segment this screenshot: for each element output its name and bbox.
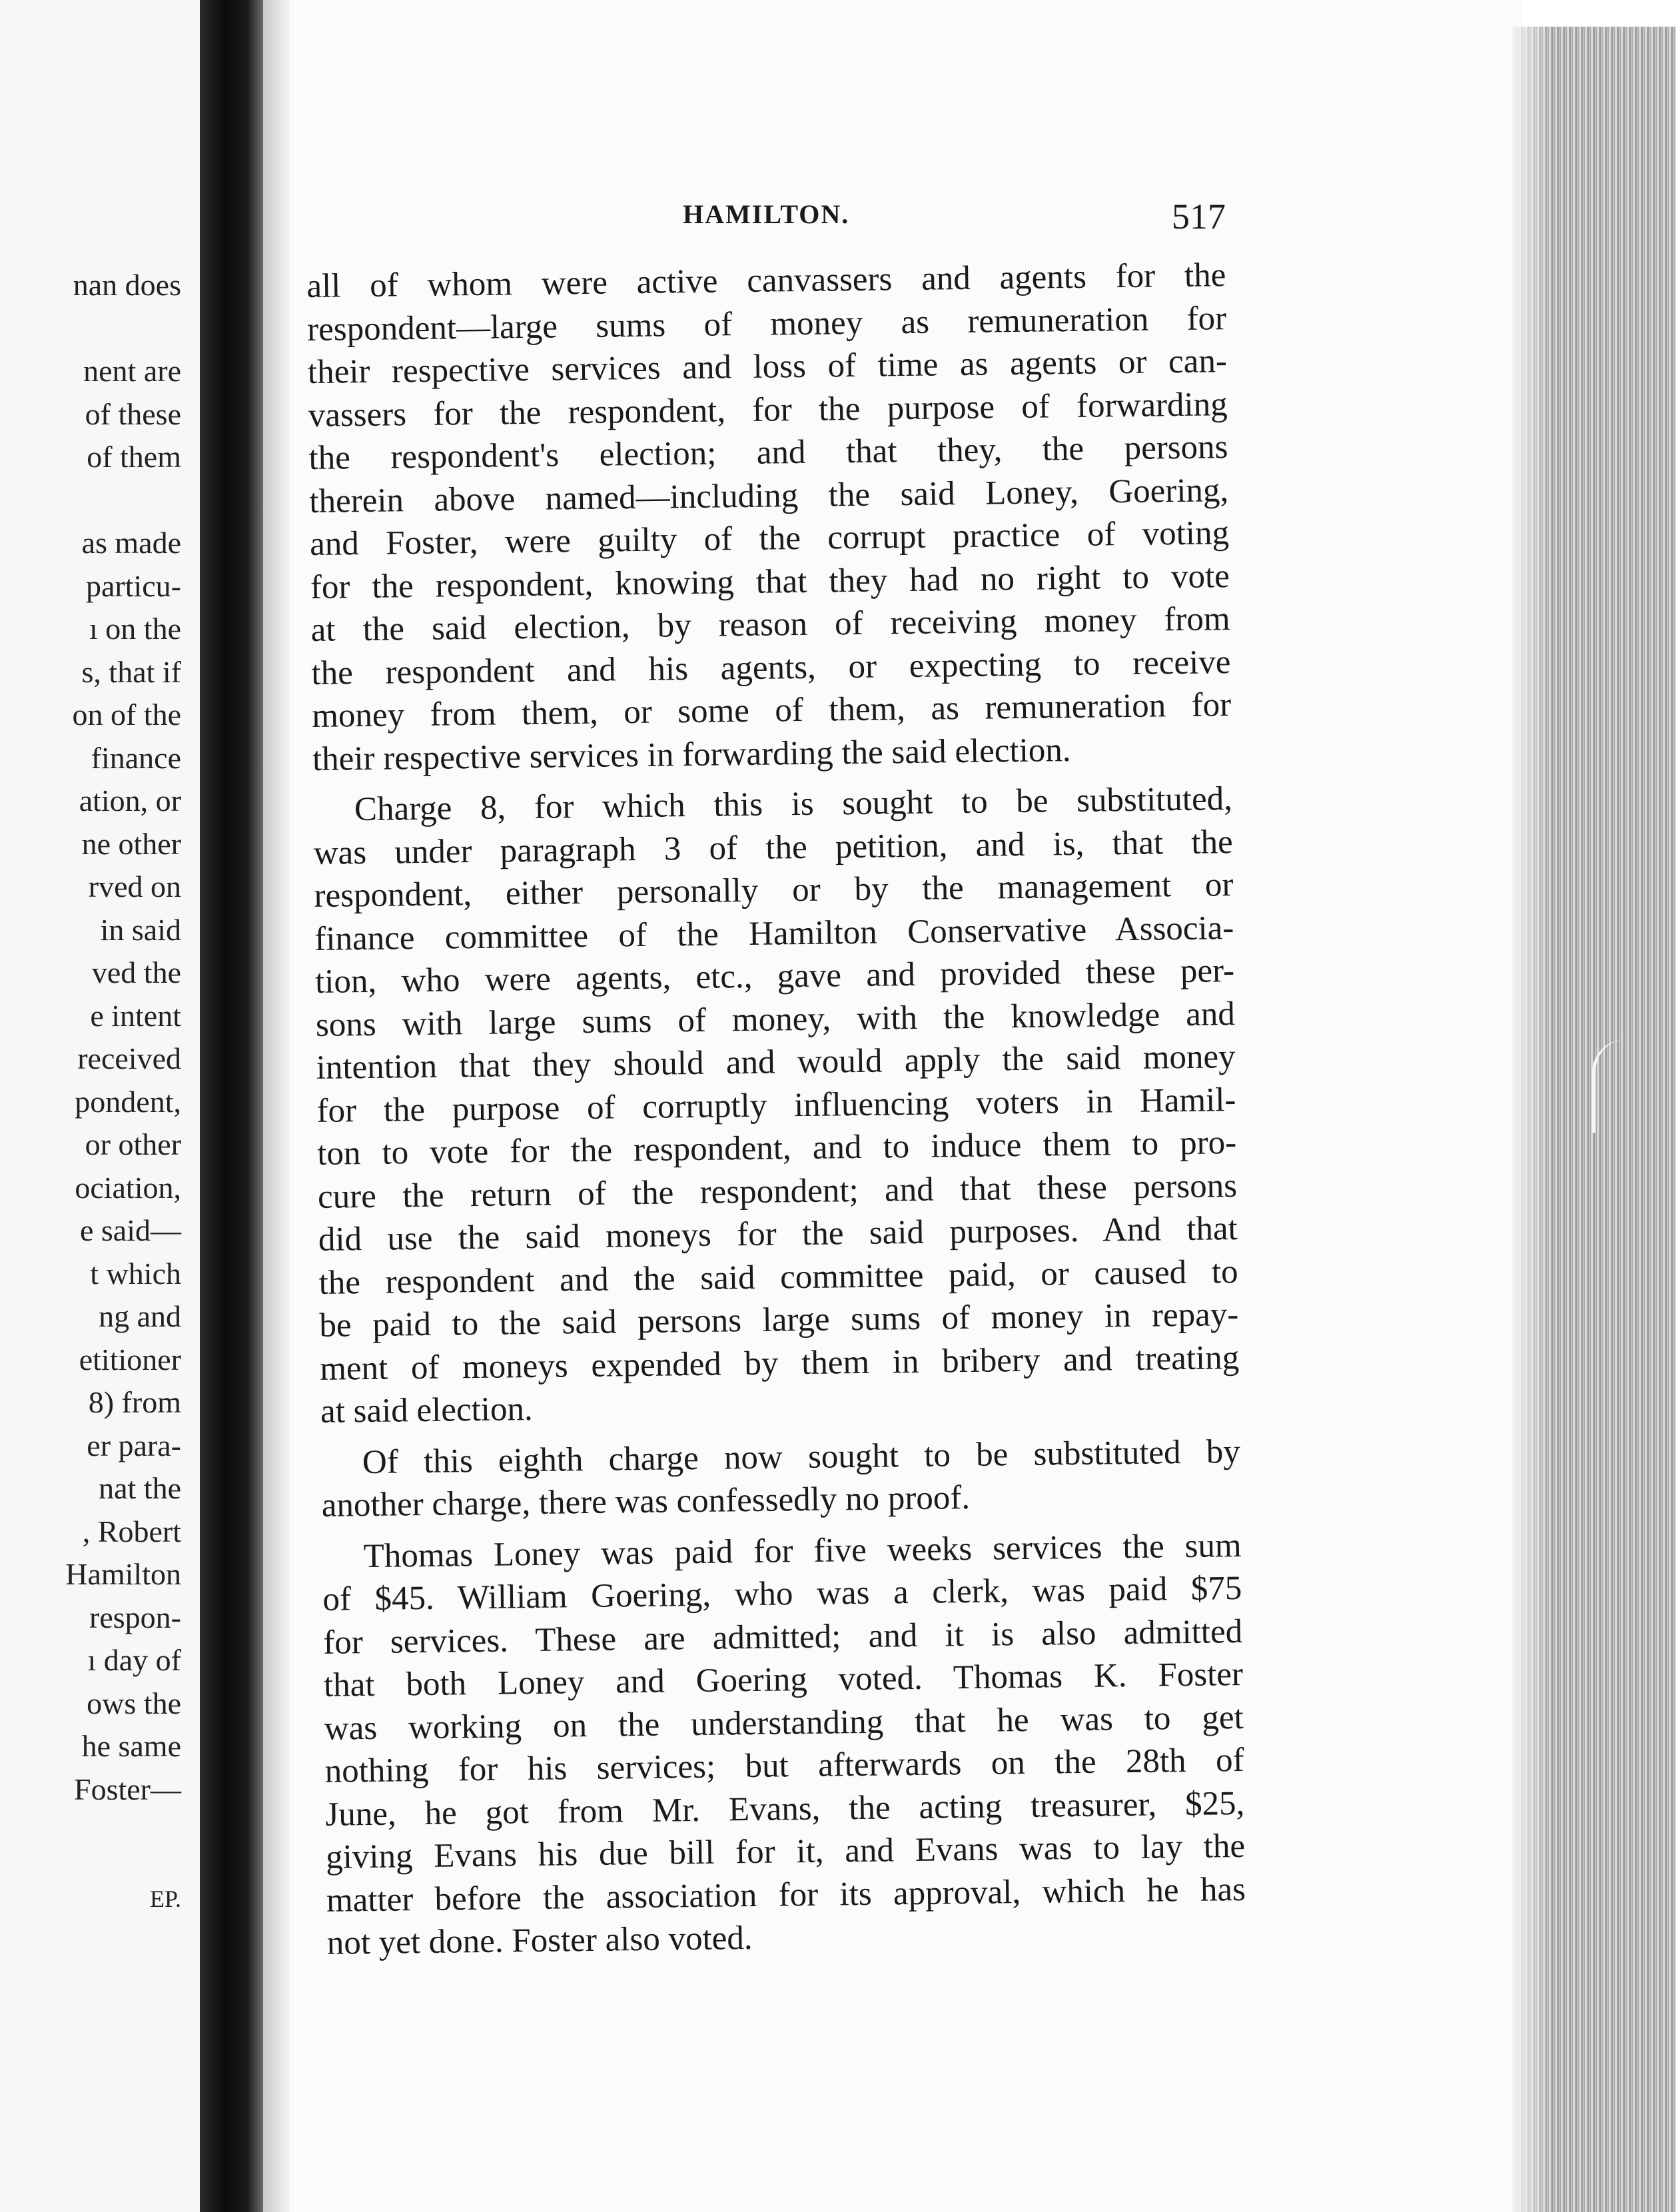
text-line: June, he got from Mr. Evans, the acting treasurer, $25, — [325, 1784, 1245, 1834]
left-page — [0, 0, 200, 2212]
paragraph — [313, 778, 1240, 1433]
left-page-line: e intent — [90, 998, 181, 1033]
left-page-line: rved on — [88, 869, 181, 903]
left-page-line: 8) from — [88, 1385, 181, 1419]
book-gutter — [200, 0, 263, 2212]
left-page-line: as made — [81, 526, 181, 560]
text-line: intention that they should and would apply the said money — [316, 1038, 1236, 1087]
left-page-line: ne other — [81, 826, 181, 861]
text-line: at said election. — [320, 1390, 533, 1430]
text-line: for the purpose of corruptly influencing voters in Hamil- — [316, 1081, 1236, 1130]
left-page-line: ved the — [91, 955, 181, 989]
text-line: sons with large sums of money, with the knowledge and — [315, 995, 1236, 1044]
running-head: HAMILTON. — [683, 199, 850, 229]
text-line: tion, who were agents, etc., gave and provided these per- — [314, 952, 1235, 1001]
text-line: Thomas Loney was paid for five weeks services the sum — [363, 1526, 1242, 1575]
page-header — [306, 199, 1226, 239]
left-page-line: particu- — [85, 568, 181, 603]
text-line: their respective services in forwarding the said election. — [312, 731, 1071, 778]
left-page-line: er para- — [87, 1428, 181, 1462]
text-line: nothing for his services; but afterwards on the 28th of — [324, 1741, 1244, 1790]
text-line: was under paragraph 3 of the petition, and is, that the — [313, 823, 1234, 872]
text-line: their respective services and loss of time as agents or can- — [307, 342, 1228, 391]
left-page-line: ociation, — [75, 1170, 181, 1205]
text-line: finance committee of the Hamilton Conservative Associa- — [314, 909, 1234, 958]
text-line: be paid to the said persons large sums of money in repay- — [319, 1296, 1239, 1345]
text-line: at the said election, by reason of receiving money from — [310, 600, 1230, 649]
text-line: for services. These are admitted; and it is also admitted — [322, 1612, 1243, 1662]
left-page-line: etitioner — [79, 1342, 181, 1377]
left-page-line: ng and — [99, 1299, 181, 1333]
text-line: not yet done. Foster also voted. — [326, 1920, 753, 1962]
left-page-line: received — [77, 1041, 181, 1075]
left-page-line: of them — [87, 440, 181, 474]
text-line: the respondent and the said committee paid, or caused to — [318, 1253, 1238, 1302]
text-line: the respondent and his agents, or expecting to receive — [311, 643, 1231, 692]
left-page-line: or other — [85, 1127, 181, 1161]
left-page-line: finance — [91, 740, 181, 775]
left-page-line: respon- — [89, 1600, 181, 1634]
body-text — [306, 254, 1246, 1973]
text-line: therein above named—including the said Loney, Goering, — [308, 471, 1229, 520]
left-page-line: on of the — [72, 698, 181, 732]
text-line: the respondent's election; and that they, the persons — [308, 428, 1228, 477]
left-page-line: Foster— — [74, 1772, 181, 1806]
left-page-line: ı on the — [89, 612, 181, 646]
text-line: and Foster, were guilty of the corrupt practice of voting — [309, 514, 1230, 563]
text-line: ton to vote for the respondent, and to induce them to pro- — [316, 1124, 1237, 1173]
left-page-line: EP. — [149, 1885, 181, 1912]
text-line: was working on the understanding that he was to get — [324, 1698, 1244, 1748]
text-line: another charge, there was confessedly no proof. — [321, 1478, 971, 1524]
text-line: for the respondent, knowing that they had no right to vote — [310, 557, 1230, 606]
text-line: Of this eighth charge now sought to be substituted by — [362, 1432, 1241, 1481]
left-page-line: ows the — [87, 1686, 181, 1720]
left-page-line: t which — [90, 1256, 181, 1291]
text-line: Charge 8, for which this is sought to be substituted, — [354, 780, 1233, 829]
left-page-line: pondent, — [75, 1084, 181, 1119]
page-number: 517 — [1172, 197, 1226, 237]
page-edges-shade — [1512, 27, 1552, 2212]
text-line: did use the said moneys for the said purposes. And that — [318, 1210, 1238, 1259]
left-page-line: in said — [100, 912, 181, 947]
text-line: matter before the association for its approval, which he has — [326, 1870, 1246, 1920]
text-line: of $45. William Goering, who was a clerk, was paid $75 — [322, 1569, 1242, 1618]
left-page-line: nent are — [83, 354, 181, 388]
text-line: all of whom were active canvassers and agents for the — [306, 257, 1226, 305]
left-page-line: he same — [81, 1729, 181, 1763]
paragraph — [322, 1524, 1246, 1965]
left-page-line: of these — [85, 396, 181, 431]
text-line: respondent—large sums of money as remuneration for — [306, 299, 1227, 348]
left-page-line: s, that if — [81, 654, 181, 689]
text-line: cure the return of the respondent; and that these persons — [317, 1167, 1238, 1216]
text-line: respondent, either personally or by the management or — [314, 866, 1234, 915]
paragraph — [306, 254, 1232, 781]
left-page-line: ı day of — [87, 1643, 181, 1677]
text-line: that both Loney and Goering voted. Thomas K. Foster — [323, 1655, 1244, 1704]
left-page-line: nat the — [99, 1471, 181, 1505]
text-line: ment of moneys expended by them in bribery and treating — [319, 1339, 1240, 1388]
page-edge-mark — [1592, 1039, 1635, 1133]
left-page-line: nan does — [73, 268, 181, 302]
left-page-line: , Robert — [82, 1514, 181, 1548]
paragraph — [321, 1430, 1241, 1528]
text-line: vassers for the respondent, for the purpose of forwarding — [308, 385, 1228, 434]
text-line: giving Evans his due bill for it, and Evans was to lay the — [325, 1827, 1246, 1876]
gutter-shadow — [263, 0, 290, 2212]
left-page-line: ation, or — [79, 784, 181, 818]
left-page-line: e said— — [79, 1213, 181, 1247]
text-line: money from them, or some of them, as remuneration for — [311, 686, 1232, 735]
left-page-line: Hamilton — [65, 1557, 181, 1591]
